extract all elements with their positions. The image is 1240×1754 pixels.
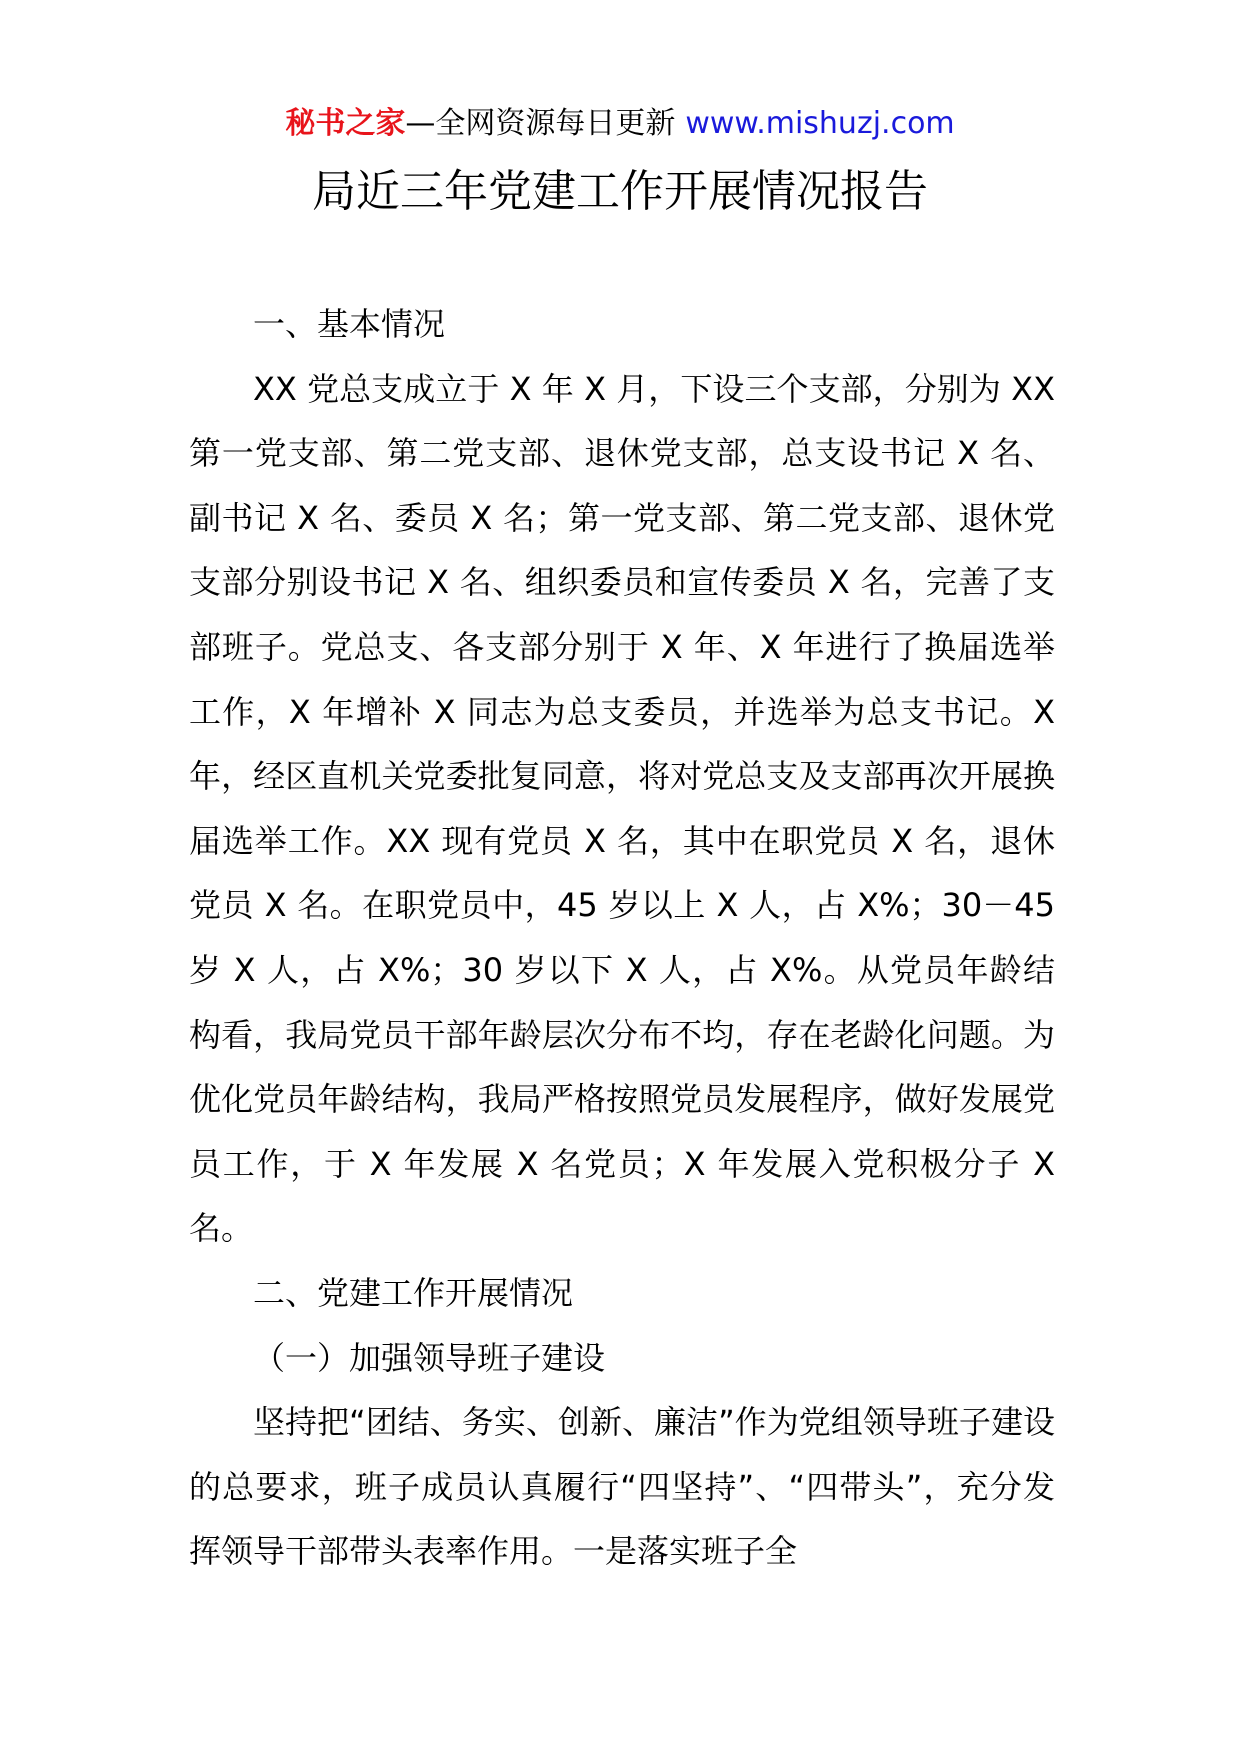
section-heading-basic-info: 一、基本情况 — [253, 305, 446, 343]
banner-brand: 秘书之家 — [285, 106, 406, 141]
banner-url-link[interactable]: www.mishuzj.com — [685, 106, 955, 141]
section-heading-party-work: 二、党建工作开展情况 — [253, 1273, 574, 1312]
banner-tagline: —全网资源每日更新 — [405, 106, 676, 141]
document-title: 局近三年党建工作开展情况报告 — [312, 166, 928, 217]
site-banner — [0, 104, 1240, 144]
document-body — [189, 292, 1055, 1584]
body-paragraph: XX 党总支成立于 X 年 X 月，下设三个支部，分别为 XX 第一党支部、第二党支部、退休党支部，总支设书记 X 名、副书记 X 名、委员 X 名；第一党支部、第二党支部、退休党支部分别设书记 X 名、组织委员和宣传委员 X 名，完善了支部班子。党总支、各支部分别于 X 年、X 年进行了换届选举工作，X 年增补 X 同志为总支委员，并选举为总支书记。X 年，经区直机关党委批复同意，将对党总支及支部再次开展换届选举工作。XX 现有党员 X 名，其中在职党员 X 名，退休党员 X 名。在职党员中，45 岁以上 X 人，占 X%；30－45 岁 X 人，占 X%；30 岁以下 X 人，占 X%。从党员年龄结构看，我局党员干部年龄层次分布不均，存在老龄化问题。为优化党员年龄结构，我局严格按照党员发展程序，做好发展党员工作，于 X 年发展 X 名党员；X 年发展入党积极分子 X 名。 — [189, 369, 1055, 1248]
body-paragraph: 坚持把“团结、务实、创新、廉洁”作为党组领导班子建设的总要求，班子成员认真履行“四坚持”、“四带头”，充分发挥领导干部带头表率作用。一是落实班子全 — [189, 1403, 1055, 1571]
subsection-heading-leadership: （一）加强领导班子建设 — [253, 1338, 606, 1377]
